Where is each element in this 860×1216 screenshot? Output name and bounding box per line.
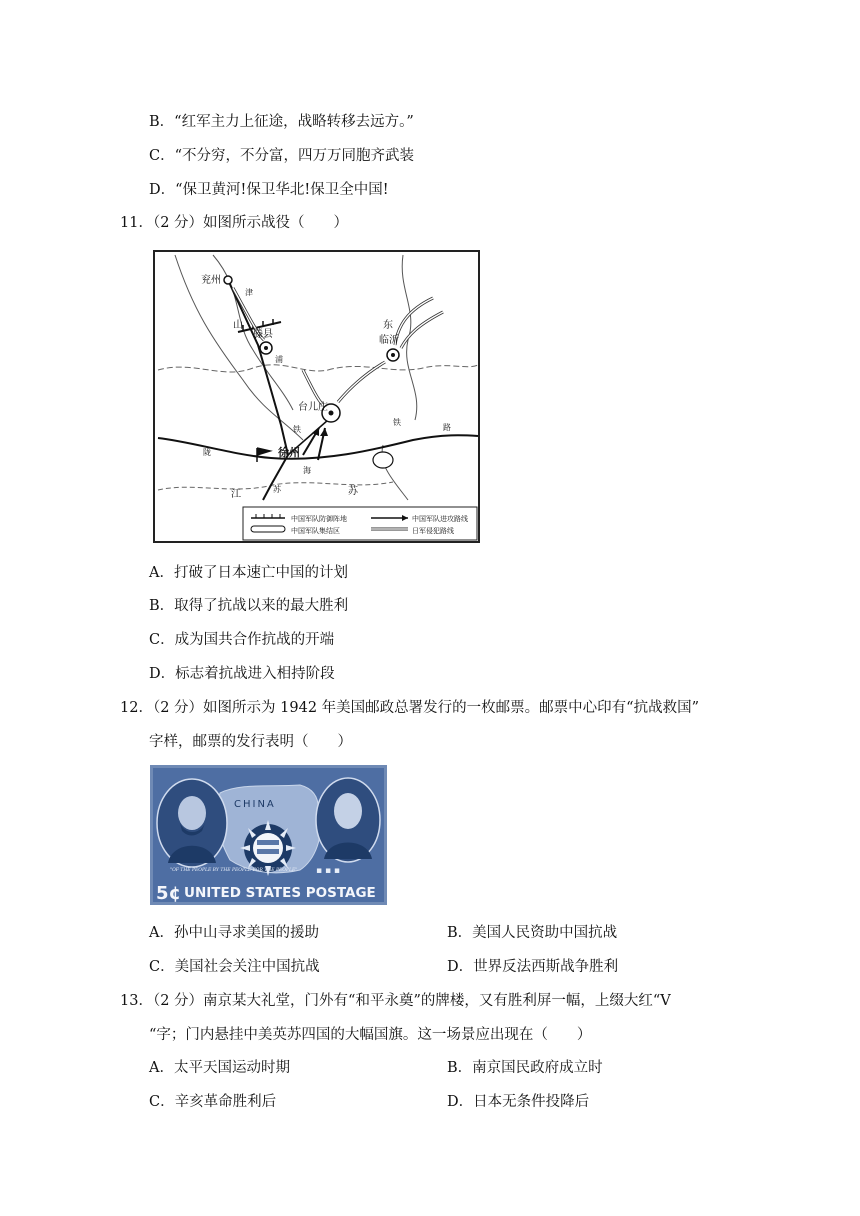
map-label-linyi: 临沂 [379,335,399,346]
map-label-su1: 苏 [273,485,281,494]
map-label-jin: 津 [245,288,253,297]
legend-assembly: 中国军队集结区 [291,527,340,535]
map-label-su2: 苏 [348,486,358,497]
q11-stem: 11．（2 分）如图所示战役（ ） [120,215,349,231]
q10-option-c: C．“不分穷，不分富，四万万同胞齐武装 [149,148,415,164]
map-label-shan: 山 [233,320,243,331]
q12-option-d: D．世界反法西斯战争胜利 [447,959,619,975]
q12-stem-line2: 字样，邮票的发行表明（ ） [149,734,352,750]
map-label-tengxian: 滕县 [253,329,273,340]
q12-option-a: A．孙中山寻求美国的援助 [149,925,319,941]
q10-option-b: B．“红军主力上征途，战略转移去远方。” [149,114,414,130]
map-label-jiang: 江 [231,489,241,500]
map-label-dong: 东 [383,320,393,331]
legend-invasion: 日军侵犯路线 [412,527,454,535]
map-label-long: 陇 [203,448,211,457]
stamp-quote: "OF THE PEOPLE BY THE PEOPLE FOR THE PEOPLE" [170,868,298,873]
q12-stem-line1: 12．（2 分）如图所示为 1942 年美国邮政总署发行的一枚邮票。邮票中心印有“抗战救国” [120,700,699,716]
q13-option-b: B．南京国民政府成立时 [447,1060,603,1076]
q12-option-b: B．美国人民资助中国抗战 [447,925,618,941]
q13-option-c: C．辛亥革命胜利后 [149,1094,277,1110]
map-label-yanzhou: 兖州 [201,275,221,286]
q13-option-d: D．日本无条件投降后 [447,1094,590,1110]
q11-option-b: B．取得了抗战以来的最大胜利 [149,598,349,614]
stamp-china-label: CHINA [234,799,276,810]
q11-option-a: A．打破了日本速亡中国的计划 [149,565,348,581]
svg-text:▪ ▪ ▪: ▪ ▪ ▪ [316,866,341,876]
q11-option-c: C．成为国共合作抗战的开端 [149,632,335,648]
q13-option-a: A．太平天国运动时期 [149,1060,290,1076]
stamp-bottom-text: UNITED STATES POSTAGE [184,885,376,901]
q13-stem-line1: 13．（2 分）南京某大礼堂，门外有“和平永奠”的牌楼，又有胜利屏一幅，上缀大红“V [120,993,671,1009]
legend-defense: 中国军队防御阵地 [291,515,347,523]
taierzhuang-battle-map [153,250,480,543]
q13-stem-line2: “字；门内悬挂中美英苏四国的大幅国旗。这一场景应出现在（ ） [149,1027,592,1043]
map-label-lu: 路 [443,423,451,432]
map-label-xuzhou: 徐州 [278,446,300,459]
map-label-tie2: 铁 [393,418,401,427]
q10-option-d: D．“保卫黄河!保卫华北!保卫全中国! [149,182,389,198]
stamp-value: 5¢ [156,883,182,904]
map-label-tie1: 铁 [293,425,301,434]
us-postage-stamp [150,765,387,905]
map-label-hai: 海 [303,466,311,475]
map-label-taierzhuang: 台儿庄 [298,402,328,413]
q11-option-d: D．标志着抗战进入相持阶段 [149,666,335,682]
legend-attack: 中国军队进攻路线 [412,515,468,523]
q12-option-c: C．美国社会关注中国抗战 [149,959,320,975]
map-label-pu: 浦 [275,355,283,364]
